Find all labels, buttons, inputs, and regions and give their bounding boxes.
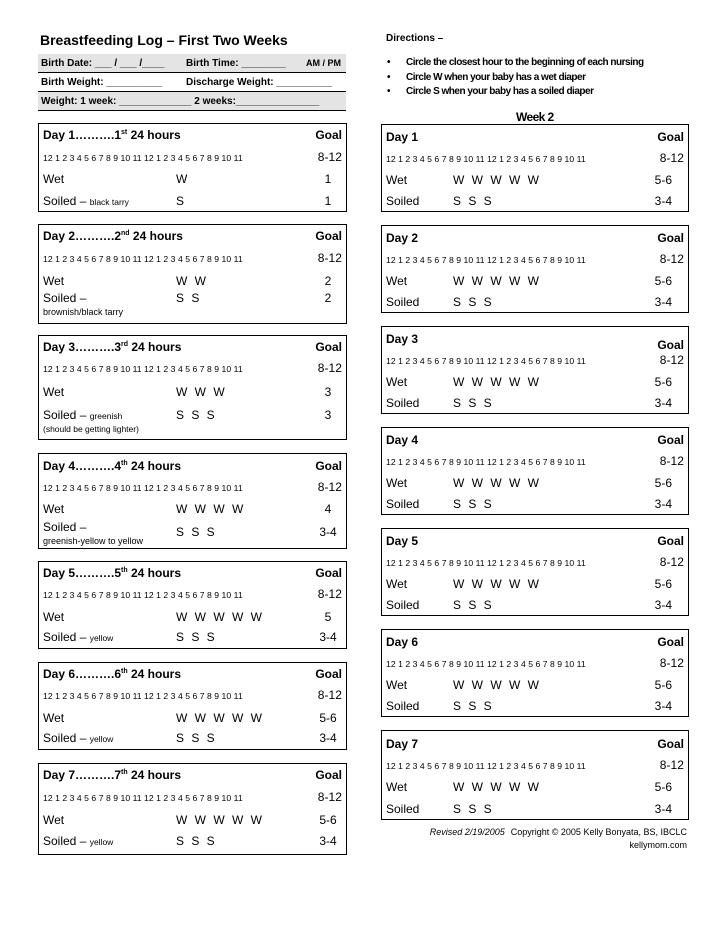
soiled-marks[interactable]: S S S	[453, 699, 492, 713]
week2-day5-box	[381, 528, 689, 616]
weekly-weight-row	[38, 92, 346, 111]
wet-label: Wet	[43, 385, 65, 399]
soiled-marks[interactable]: S S S	[453, 396, 492, 410]
soiled-note: greenish	[89, 411, 123, 421]
nursing-goal: 8-12	[317, 150, 342, 164]
wet-goal: 5-6	[319, 711, 337, 725]
day-title: Day 4	[386, 433, 419, 447]
wet-goal: 5-6	[654, 577, 672, 591]
directions-title: Directions –	[386, 33, 444, 44]
soiled-goal: 1	[324, 194, 332, 208]
wet-label: Wet	[43, 274, 65, 288]
wet-marks[interactable]: W W W W	[176, 502, 244, 516]
soiled-goal: 3-4	[319, 731, 337, 745]
day-suffix: st	[121, 129, 128, 136]
soiled-goal: 3-4	[654, 699, 672, 713]
week1-day4-box	[38, 453, 347, 549]
day-hours-label: 24 hours	[127, 459, 181, 473]
wet-label: Wet	[386, 173, 408, 187]
wet-label: Wet	[43, 172, 65, 186]
soiled-goal: 3-4	[654, 295, 672, 309]
nursing-goal: 8-12	[659, 151, 684, 165]
nursing-goal: 8-12	[659, 656, 684, 670]
nursing-goal: 8-12	[317, 361, 342, 375]
soiled-label: Soiled	[386, 699, 420, 713]
nursing-goal: 8-12	[317, 251, 342, 265]
day-hours-label: 24 hours	[128, 340, 182, 354]
wet-marks[interactable]: W W	[176, 274, 206, 288]
day-title: Day 3……….3	[43, 340, 122, 354]
wet-marks[interactable]: W W W W W	[453, 375, 539, 389]
soiled-label: Soiled –	[43, 520, 87, 534]
soiled-label: Soiled	[386, 598, 420, 612]
nursing-hours[interactable]: 12 1 2 3 4 5 6 7 8 9 10 11 12 1 2 3 4 5 6 7 8 9 10 11	[43, 254, 243, 264]
week1-day2-box	[38, 224, 347, 324]
wet-label: Wet	[43, 502, 65, 516]
nursing-hours[interactable]: 12 1 2 3 4 5 6 7 8 9 10 11 12 1 2 3 4 5 6 7 8 9 10 11	[386, 457, 586, 467]
nursing-goal: 8-12	[317, 790, 342, 804]
day-suffix: nd	[121, 230, 130, 237]
nursing-hours[interactable]: 12 1 2 3 4 5 6 7 8 9 10 11 12 1 2 3 4 5 6 7 8 9 10 11	[43, 153, 243, 163]
day-title: Day 4……….4	[43, 459, 122, 473]
soiled-label: Soiled	[386, 194, 420, 208]
week1-day5-box	[38, 561, 347, 649]
nursing-goal: 8-12	[659, 555, 684, 569]
soiled-marks[interactable]: S S S	[176, 630, 215, 644]
page-title: Breastfeeding Log – First Two Weeks	[40, 32, 288, 48]
soiled-label: Soiled	[386, 802, 420, 816]
nursing-hours[interactable]: 12 1 2 3 4 5 6 7 8 9 10 11 12 1 2 3 4 5 6 7 8 9 10 11	[386, 356, 586, 366]
week2-day6-box	[381, 629, 689, 717]
nursing-goal: 8-12	[659, 758, 684, 772]
nursing-goal: 8-12	[659, 252, 684, 266]
soiled-goal: 3-4	[654, 396, 672, 410]
goal-label: Goal	[315, 768, 342, 782]
nursing-hours[interactable]: 12 1 2 3 4 5 6 7 8 9 10 11 12 1 2 3 4 5 6 7 8 9 10 11	[386, 558, 586, 568]
weight-info-row	[38, 73, 346, 92]
wet-goal: 5-6	[654, 780, 672, 794]
goal-label: Goal	[315, 667, 342, 681]
day-title: Day 7	[386, 737, 419, 751]
nursing-goal: 8-12	[659, 454, 684, 468]
day-hours-label: 24 hours	[127, 128, 181, 142]
goal-label: Goal	[315, 229, 342, 243]
nursing-hours[interactable]: 12 1 2 3 4 5 6 7 8 9 10 11 12 1 2 3 4 5 6 7 8 9 10 11	[386, 659, 586, 669]
soiled-goal: 3-4	[319, 525, 337, 539]
week2-title: Week 2	[516, 110, 554, 124]
day-hours-label: 24 hours	[127, 566, 181, 580]
nursing-goal: 8-12	[317, 480, 342, 494]
soiled-marks[interactable]: S S	[176, 291, 200, 305]
soiled-note: yellow	[89, 837, 114, 847]
soiled-note: yellow	[89, 734, 114, 744]
nursing-hours[interactable]: 12 1 2 3 4 5 6 7 8 9 10 11 12 1 2 3 4 5 6 7 8 9 10 11	[43, 364, 243, 374]
day-title: Day 2	[386, 231, 419, 245]
week2-day2-box	[381, 225, 689, 313]
soiled-label: Soiled	[386, 396, 420, 410]
direction-item: • Circle the closest hour to the beginning of each nursing	[384, 56, 644, 71]
soiled-marks[interactable]: S	[176, 194, 185, 208]
soiled-goal: 3-4	[654, 598, 672, 612]
birth-date-field[interactable]: Birth Date: ___ / ___ /____	[41, 58, 165, 69]
soiled-goal: 3-4	[654, 497, 672, 511]
wet-label: Wet	[386, 678, 408, 692]
weekly-weight-field[interactable]: Weight: 1 week: _____________ 2 weeks:_______________	[41, 96, 320, 107]
birth-time-field[interactable]: Birth Time: ________	[186, 58, 286, 69]
soiled-note: brownish/black tarry	[43, 307, 124, 317]
wet-marks[interactable]: W W W W W	[453, 476, 539, 490]
soiled-label: Soiled	[386, 497, 420, 511]
day-title: Day 2……….2	[43, 229, 122, 243]
goal-label: Goal	[657, 433, 684, 447]
day-title: Day 7……….7	[43, 768, 122, 782]
soiled-goal: 2	[324, 291, 332, 305]
day-suffix: th	[121, 460, 128, 467]
goal-label: Goal	[657, 130, 684, 144]
wet-marks[interactable]: W W W W W	[453, 780, 539, 794]
day-suffix: th	[121, 769, 128, 776]
day-title: Day 5……….5	[43, 566, 122, 580]
wet-label: Wet	[386, 476, 408, 490]
goal-label: Goal	[657, 635, 684, 649]
revised-date: Revised 2/19/2005	[429, 827, 505, 837]
wet-goal: 5-6	[654, 375, 672, 389]
day-suffix: rd	[121, 341, 129, 348]
soiled-label: Soiled –	[43, 408, 90, 422]
wet-marks[interactable]: W W W W W	[176, 813, 262, 827]
day-hours-label: 24 hours	[127, 768, 181, 782]
nursing-goal: 8-12	[659, 353, 684, 367]
wet-goal: 3	[324, 385, 332, 399]
goal-label: Goal	[315, 128, 342, 142]
soiled-note-detail: (should be getting lighter)	[43, 424, 139, 434]
week1-day7-box	[38, 763, 347, 855]
soiled-label: Soiled	[386, 295, 420, 309]
wet-goal: 5-6	[654, 678, 672, 692]
soiled-marks[interactable]: S S S	[453, 802, 492, 816]
wet-goal: 5-6	[654, 173, 672, 187]
week1-day1-box	[38, 123, 347, 212]
soiled-note: black tarry	[89, 197, 129, 207]
wet-label: Wet	[43, 813, 65, 827]
day-title: Day 6……….6	[43, 667, 122, 681]
day-suffix: th	[121, 567, 128, 574]
soiled-marks[interactable]: S S S	[176, 731, 215, 745]
goal-label: Goal	[315, 340, 342, 354]
day-title: Day 6	[386, 635, 419, 649]
wet-goal: 5-6	[654, 476, 672, 490]
wet-marks[interactable]: W W W W W	[176, 711, 262, 725]
wet-goal: 5-6	[319, 813, 337, 827]
soiled-label: Soiled –	[43, 731, 90, 745]
soiled-goal: 3-4	[319, 630, 337, 644]
nursing-goal: 8-12	[317, 688, 342, 702]
wet-goal: 5-6	[654, 274, 672, 288]
day-title: Day 1	[386, 130, 419, 144]
wet-goal: 5	[324, 610, 332, 624]
goal-label: Goal	[657, 338, 684, 352]
copyright-text: Copyright © 2005 Kelly Bonyata, BS, IBCLC	[510, 827, 687, 837]
soiled-marks[interactable]: S S S	[176, 525, 215, 539]
week2-day7-box	[381, 730, 689, 820]
direction-item: • Circle S when your baby has a soiled diaper	[384, 85, 644, 100]
wet-goal: 2	[324, 274, 332, 288]
wet-goal: 1	[324, 172, 332, 186]
soiled-label: Soiled –	[43, 194, 90, 208]
soiled-marks[interactable]: S S S	[453, 295, 492, 309]
nursing-hours[interactable]: 12 1 2 3 4 5 6 7 8 9 10 11 12 1 2 3 4 5 6 7 8 9 10 11	[386, 761, 586, 771]
soiled-goal: 3-4	[319, 834, 337, 848]
soiled-goal: 3-4	[654, 802, 672, 816]
week1-day3-box	[38, 335, 347, 440]
soiled-label: Soiled –	[43, 630, 90, 644]
goal-label: Goal	[657, 534, 684, 548]
day-suffix: th	[121, 668, 128, 675]
nursing-hours[interactable]: 12 1 2 3 4 5 6 7 8 9 10 11 12 1 2 3 4 5 6 7 8 9 10 11	[43, 590, 243, 600]
wet-marks[interactable]: W W W W W	[453, 678, 539, 692]
soiled-goal: 3	[324, 408, 332, 422]
week1-day6-box	[38, 662, 347, 750]
soiled-label: Soiled –	[43, 834, 90, 848]
wet-label: Wet	[386, 780, 408, 794]
wet-label: Wet	[43, 711, 65, 725]
wet-goal: 4	[324, 502, 332, 516]
goal-label: Goal	[315, 566, 342, 580]
week2-day3-box	[381, 326, 689, 414]
soiled-marks[interactable]: S S S	[453, 497, 492, 511]
wet-marks[interactable]: W W W W W	[453, 577, 539, 591]
day-title: Day 3	[386, 332, 419, 346]
wet-label: Wet	[386, 375, 408, 389]
footer-copyright	[430, 827, 687, 837]
wet-marks[interactable]: W W W	[176, 385, 225, 399]
soiled-marks[interactable]: S S S	[453, 598, 492, 612]
day-hours-label: 24 hours	[129, 229, 183, 243]
nursing-hours[interactable]: 12 1 2 3 4 5 6 7 8 9 10 11 12 1 2 3 4 5 6 7 8 9 10 11	[43, 793, 243, 803]
day-hours-label: 24 hours	[127, 667, 181, 681]
am-pm-label: AM / PM	[306, 58, 341, 68]
day-title: Day 1……….1	[43, 128, 122, 142]
soiled-marks[interactable]: S S S	[176, 408, 215, 422]
footer-site[interactable]: kellymom.com	[629, 840, 687, 850]
birth-weight-field[interactable]: Birth Weight: __________	[41, 77, 162, 88]
day-title: Day 5	[386, 534, 419, 548]
wet-label: Wet	[386, 274, 408, 288]
direction-item: • Circle W when your baby has a wet diaper	[384, 71, 644, 86]
soiled-marks[interactable]: S S S	[176, 834, 215, 848]
nursing-hours[interactable]: 12 1 2 3 4 5 6 7 8 9 10 11 12 1 2 3 4 5 6 7 8 9 10 11	[386, 255, 586, 265]
wet-marks[interactable]: W	[176, 172, 188, 186]
wet-marks[interactable]: W W W W W	[176, 610, 262, 624]
goal-label: Goal	[315, 459, 342, 473]
nursing-goal: 8-12	[317, 587, 342, 601]
wet-marks[interactable]: W W W W W	[453, 173, 539, 187]
wet-label: Wet	[386, 577, 408, 591]
nursing-hours[interactable]: 12 1 2 3 4 5 6 7 8 9 10 11 12 1 2 3 4 5 6 7 8 9 10 11	[43, 483, 243, 493]
nursing-hours[interactable]: 12 1 2 3 4 5 6 7 8 9 10 11 12 1 2 3 4 5 6 7 8 9 10 11	[386, 154, 586, 164]
discharge-weight-field[interactable]: Discharge Weight: __________	[186, 77, 333, 88]
soiled-note: yellow	[89, 633, 114, 643]
directions-list	[384, 56, 644, 100]
week2-day4-box	[381, 427, 689, 515]
wet-marks[interactable]: W W W W W	[453, 274, 539, 288]
nursing-hours[interactable]: 12 1 2 3 4 5 6 7 8 9 10 11 12 1 2 3 4 5 6 7 8 9 10 11	[43, 691, 243, 701]
soiled-marks[interactable]: S S S	[453, 194, 492, 208]
soiled-goal: 3-4	[654, 194, 672, 208]
goal-label: Goal	[657, 737, 684, 751]
soiled-label: Soiled –	[43, 291, 87, 305]
week2-day1-box	[381, 124, 689, 212]
wet-label: Wet	[43, 610, 65, 624]
soiled-note: greenish-yellow to yellow	[43, 536, 144, 546]
goal-label: Goal	[657, 231, 684, 245]
birth-info-row	[38, 54, 346, 73]
